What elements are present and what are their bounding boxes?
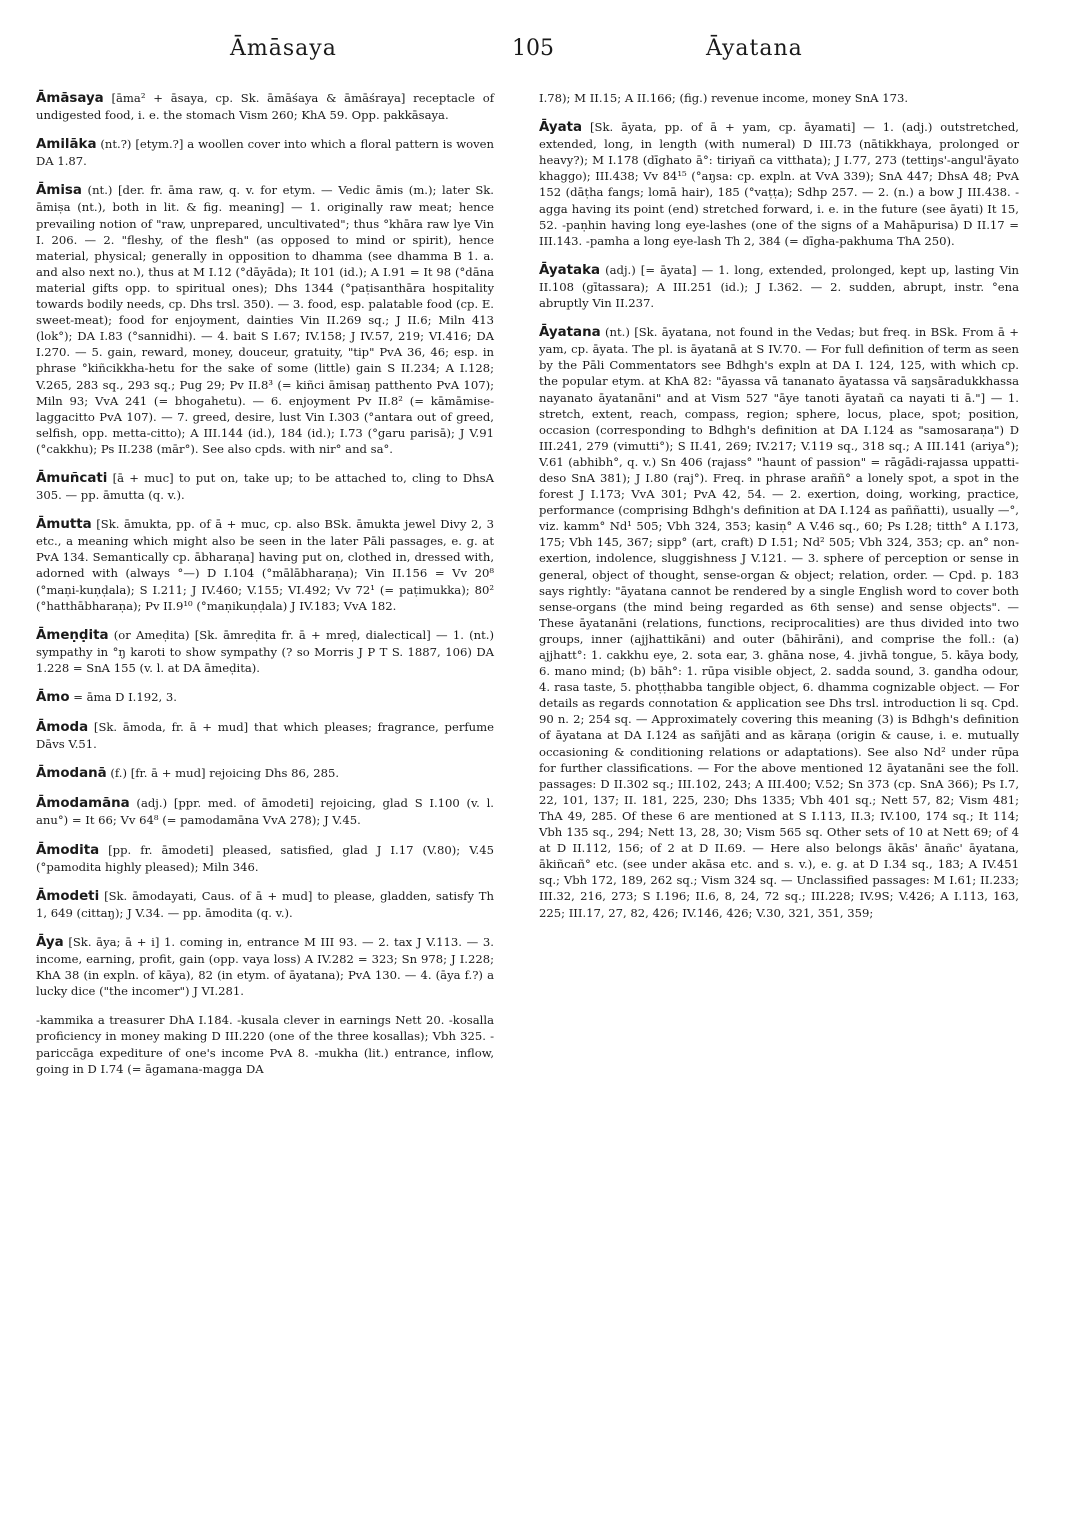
dictionary-entry <box>539 262 1019 311</box>
entry-text: (f.) [fr. ā + mud] rejoicing Dhs 86, 285. <box>106 766 340 781</box>
running-head-right: Āyatana <box>706 36 803 61</box>
entry-headword: Āmodanā <box>36 766 107 782</box>
entry-text: [Sk. āya; ā + i] 1. coming in, entrance M III 93. — 2. tax J V.113. — 3. income, earning, profit, gain (opp. vaya loss) A IV.282 = 323; Sn 978; J I.228; KhA 38 (in expln. of kāya), 82 (in etym. of āyatana); PvA 130. — 4. (āya f.?) a lucky dice ("the incomer") J VI.281. <box>36 934 494 999</box>
entry-headword: Āmeṇḍita <box>36 627 109 643</box>
dictionary-entry <box>36 1012 494 1076</box>
entry-text: (or Ameḍita) [Sk. āmreḍita fr. ā + mreḍ, dialectical] — 1. (nt.) sympathy in °ŋ karoti to show sympathy (? so Morris J P T S. 1887, 106) DA 1.228 = SnA 155 (v. l. at DA āmeḍita). <box>36 627 494 675</box>
dictionary-entry <box>36 888 494 921</box>
entry-text: = āma D I.192, 3. <box>69 690 177 704</box>
page-number: 105 <box>512 36 554 61</box>
dictionary-entry <box>36 627 494 676</box>
dictionary-entry <box>36 470 494 503</box>
dictionary-entry <box>36 842 494 875</box>
entry-headword: Amilāka <box>36 137 97 153</box>
dictionary-entry <box>36 765 494 782</box>
entry-text: [Sk. āmukta, pp. of ā + muc, cp. also BSk. āmukta jewel Divy 2, 3 etc., a meaning which might also be seen in the later Pāli passages, e. g. at PvA 134. Semantically cp. ābharaṇa] having put on, clothed in, dressed with, adorned with (always °—) D I.104 (°mālābharaṇa); Vin II.156 = Vv 20⁸ (°maṇi-kuṇḍala); S I.211; J IV.460; V.155; VI.492; Vv 72¹ (= paṭimukka); 80² (°hatthābharaṇa); Pv II.9¹⁰ (°maṇikuṇḍala) J IV.183; VvA 182. <box>36 517 494 613</box>
column-divider <box>513 90 514 1480</box>
entry-headword: Āmoda <box>36 720 89 736</box>
entry-text: [pp. fr. āmodeti] pleased, satisfied, glad J I.17 (V.80); V.45 (°pamodita highly pleased); Miln 346. <box>36 842 494 874</box>
entry-headword: Āmāsaya <box>36 91 104 106</box>
left-column <box>36 90 494 1090</box>
entry-headword: Āmodamāna <box>36 796 130 812</box>
dictionary-entry <box>36 516 494 614</box>
dictionary-entry <box>36 182 494 457</box>
entry-text: [āma² + āsaya, cp. Sk. āmāśaya & āmāśraya] receptacle of undigested food, i. e. the stomach Vism 260; KhA 59. Opp. pakkāsaya. <box>36 91 494 123</box>
entry-headword: Āmuñcati <box>36 470 108 486</box>
entry-text: I.78); M II.15; A II.166; (fig.) revenue income, money SnA 173. <box>539 91 909 105</box>
entry-text: [Sk. āyata, pp. of ā + yam, cp. āyamati] — 1. (adj.) outstretched, extended, long, in length (with numeral) D III.73 (nātikkhaya, prolonged or heavy?); M I.178 (dīghato ā°: tiriyañ ca vitthata); J I.77, 273 (tettiŋs'-angul'āyato khaggo); III.438; Vv 84¹⁵ (°aŋsa: cp. expln. at VvA 339); SnA 447; DhsA 48; PvA 152 (dāṭha fangs; lomā hair), 185 (°vaṭṭa); Sdhp 257. — 2. (n.) a bow J III.438. -agga having its point (end) stretched forward, i. e. in the future (see āyati) It 15, 52. -paṇhin having long eye-lashes (one of the signs of a Mahāpurisa) D II.17 = III.143. -pamha a long eye-lash Th 2, 384 (= dīgha-pakhuma ThA 250). <box>539 120 1019 248</box>
entry-headword: Āya <box>36 934 64 950</box>
entry-headword: Āmutta <box>36 517 92 533</box>
entry-headword: Āyatana <box>539 325 601 341</box>
dictionary-entry <box>539 324 1019 920</box>
entry-text: (nt.) [der. fr. āma raw, q. v. for etym. — Vedic āmis (m.); later Sk. āmiṣa (nt.), both in lit. & fig. meaning] — 1. originally raw meat; hence prevailing notion of "raw, unprepared, uncultivated"; thus °khāra raw lye Vin I. 206. — 2. "fleshy, of the flesh" (as opposed to mind or spirit), hence material, physical; generally in opposition to dhamma (see dhamma B 1. a. and also next no.), thus at M I.12 (°dāyāda); It 101 (id.); A I.91 = It 98 (°dāna material gifts opp. to spiritual ones); Dhs 1344 (°paṭisanthāra hospitality towards bodily needs, cp. Dhs trsl. 350). — 3. food, esp. palatable food (cp. E. sweet-meat); food for enjoyment, dainties Vin II.269 sq.; J II.6; Miln 413 (lok°); DA I.83 (°sannidhi). — 4. bait S I.67; IV.158; J IV.57, 219; VI.416; DA I.270. — 5. gain, reward, money, douceur, gratuity, "tip" PvA 36, 46; esp. in phrase °kiñcikkha-hetu for the sake of some (little) gain S II.234; A I.128; V.265, 283 sq., 293 sq.; Pug 29; Pv II.8³ (= kiñci āmisaŋ patthento PvA 107); Miln 93; VvA 241 (= bhogahetu). — 6. enjoyment Pv II.8² (= kāmāmise-laggacitto PvA 107). — 7. greed, desire, lust Vin I.303 (°antara out of greed, selfish, opp. metta-citto); A III.144 (id.), 184 (id.); I.73 (°garu parisā); J V.91 (°cakkhu); Ps II.238 (mār°). See also cpds. with nir° and sa°. <box>36 183 494 456</box>
dictionary-entry <box>36 90 494 123</box>
entry-text: (adj.) [= āyata] — 1. long, extended, prolonged, kept up, lasting Vin II.108 (gītassara); A III.251 (id.); J I.362. — 2. sudden, abrupt, instr. °ena abruptly Vin II.237. <box>539 262 1019 311</box>
dictionary-entry <box>36 795 494 828</box>
entry-headword: Āyataka <box>539 262 601 278</box>
page-header <box>0 36 1073 66</box>
entry-text: -kammika a treasurer DhA I.184. -kusala clever in earnings Nett 20. -kosalla proficiency in money making D III.220 (one of the three kosallas); Vbh 325. -pariccāga expediture of one's income PvA 8. -mukha (lit.) entrance, inflow, going in D I.74 (= āgamana-magga DA <box>36 1013 494 1076</box>
entry-text: (nt.?) [etym.?] a woollen cover into which a floral pattern is woven DA 1.87. <box>36 137 494 169</box>
dictionary-entry <box>539 90 1019 106</box>
entry-headword: Āyata <box>539 120 583 136</box>
entry-text: [Sk. āmoda, fr. ā + mud] that which pleases; fragrance, perfume Dāvs V.51. <box>36 720 494 752</box>
entry-text: [ā + muc] to put on, take up; to be attached to, cling to DhsA 305. — pp. āmutta (q. v.). <box>36 470 494 503</box>
entry-headword: Āmisa <box>36 183 82 199</box>
dictionary-entry <box>36 719 494 752</box>
entry-headword: Āmodeti <box>36 888 100 904</box>
entry-text: (adj.) [ppr. med. of āmodeti] rejoicing, glad S I.100 (v. l. anu°) = It 66; Vv 64⁸ (= pamodamāna VvA 278); J V.45. <box>36 796 494 828</box>
entry-headword: Āmo <box>36 690 70 705</box>
dictionary-entry <box>539 119 1019 249</box>
entry-text: (nt.) [Sk. āyatana, not found in the Vedas; but freq. in BSk. From ā + yam, cp. āyata. The pl. is āyatanā at S IV.70. — For full definition of term as seen by the Pāli Commentators see Bdhgh's expln at DA I. 124, 125, with which cp. the popular etym. at KhA 82: "āyassa vā tananato āyatassa vā saŋsāradukkhassa nayanato āyatanāni" and at Vism 527 "āye tanoti āyatañ ca nayati ti ā."] — 1. stretch, extent, reach, compass, region; sphere, locus, place, spot; position, occasion (corresponding to Bdhgh's definition at DA I.124 as "samosaraṇa") D III.241, 279 (vimutti°); S II.41, 269; IV.217; V.119 sq., 318 sq.; A III.141 (ariya°); V.61 (abhibh°, q. v.) Sn 406 (rajass° "haunt of passion" = rāgādi-rajassa uppatti-deso SnA 381); J I.80 (raj°). Freq. in phrase araññ° a lonely spot, a spot in the forest J I.173; VvA 301; PvA 42, 54. — 2. exertion, doing, working, practice, performance (comprising Bdhgh's definition at DA I.124 as paññatti), usually —°, viz. kamm° Nd¹ 505; Vbh 324, 353; kasiṇ° A V.46 sq., 60; Ps I.28; titth° A I.173, 175; Vbh 145, 367; sipp° (art, craft) D I.51; Nd² 505; Vbh 324, 353; cp. an° non-exertion, indolence, sluggishness J V.121. — 3. sphere of perception or sense in general, object of thought, sense-organ & object; relation, order. — Cpd. p. 183 says rightly: "āyatana cannot be rendered by a single English word to cover both sense-organs (the mind being regarded as 6th sense) and sense objects". — These āyatanāni (relations, functions, reciprocalities) are thus divided into two groups, inner (ajjhattikāni) and outer (bāhirāni), and comprise the foll.: (a) ajjhatt°: 1. cakkhu eye, 2. sota ear, 3. ghāna nose, 4. jivhā tongue, 5. kāya body, 6. mano mind; (b) bāh°: 1. rūpa visible object, 2. sadda sound, 3. gandha odour, 4. rasa taste, 5. phoṭṭhabba tangible object, 6. dhamma cognizable object. — For details as regards connotation & application see Dhs trsl. introduction li sq. Cpd. 90 n. 2; 254 sq. — Approximately covering this meaning (3) is Bdhgh's definition of āyatana at DA I.124 as sañjāti and as kāraṇa (origin & cause, i. e. mutually occasioning & conditioning relations or adaptations). See also Nd² under rūpa for further classifications. — For the above mentioned 12 āyatanāni see the foll. passages: D II.302 sq.; III.102, 243; A III.400; V.52; Sn 373 (cp. SnA 366); Ps I.7, 22, 101, 137; II. 181, 225, 230; Dhs 1335; Vbh 401 sq.; Nett 57, 82; Vism 481; ThA 49, 285. Of these 6 are mentioned at S I.113, II.3; IV.100, 174 sq.; It 114; Vbh 135 sq., 294; Nett 13, 28, 30; Vism 565 sq. Other sets of 10 at Nett 69; of 4 at D II.112, 156; of 2 at D II.69. — Here also belongs ākās' ānañc' āyatana, ākiñcañ° etc. (see under akāsa etc. and s. v.), e. g. at D I.34 sq., 183; A IV.451 sq.; Vbh 172, 189, 262 sq.; Vism 324 sq. — Unclassified passages: M I.61; II.233; III.32, 216, 273; S I.196; II.6, 8, 24, 72 sq.; III.228; IV.9S; V.426; A I.113, 163, 225; III.17, 27, 82, 426; IV.146, 426; V.30, 321, 351, 359; <box>539 325 1019 920</box>
dictionary-entry <box>36 689 494 706</box>
entry-headword: Āmodita <box>36 842 100 858</box>
running-head-left: Āmāsaya <box>230 36 337 61</box>
entry-text: [Sk. āmodayati, Caus. of ā + mud] to please, gladden, satisfy Th 1, 649 (cittaŋ); J V.34. — pp. āmodita (q. v.). <box>36 888 494 920</box>
dictionary-entry <box>36 136 494 169</box>
dictionary-entry <box>36 934 494 999</box>
right-column <box>539 90 1019 934</box>
